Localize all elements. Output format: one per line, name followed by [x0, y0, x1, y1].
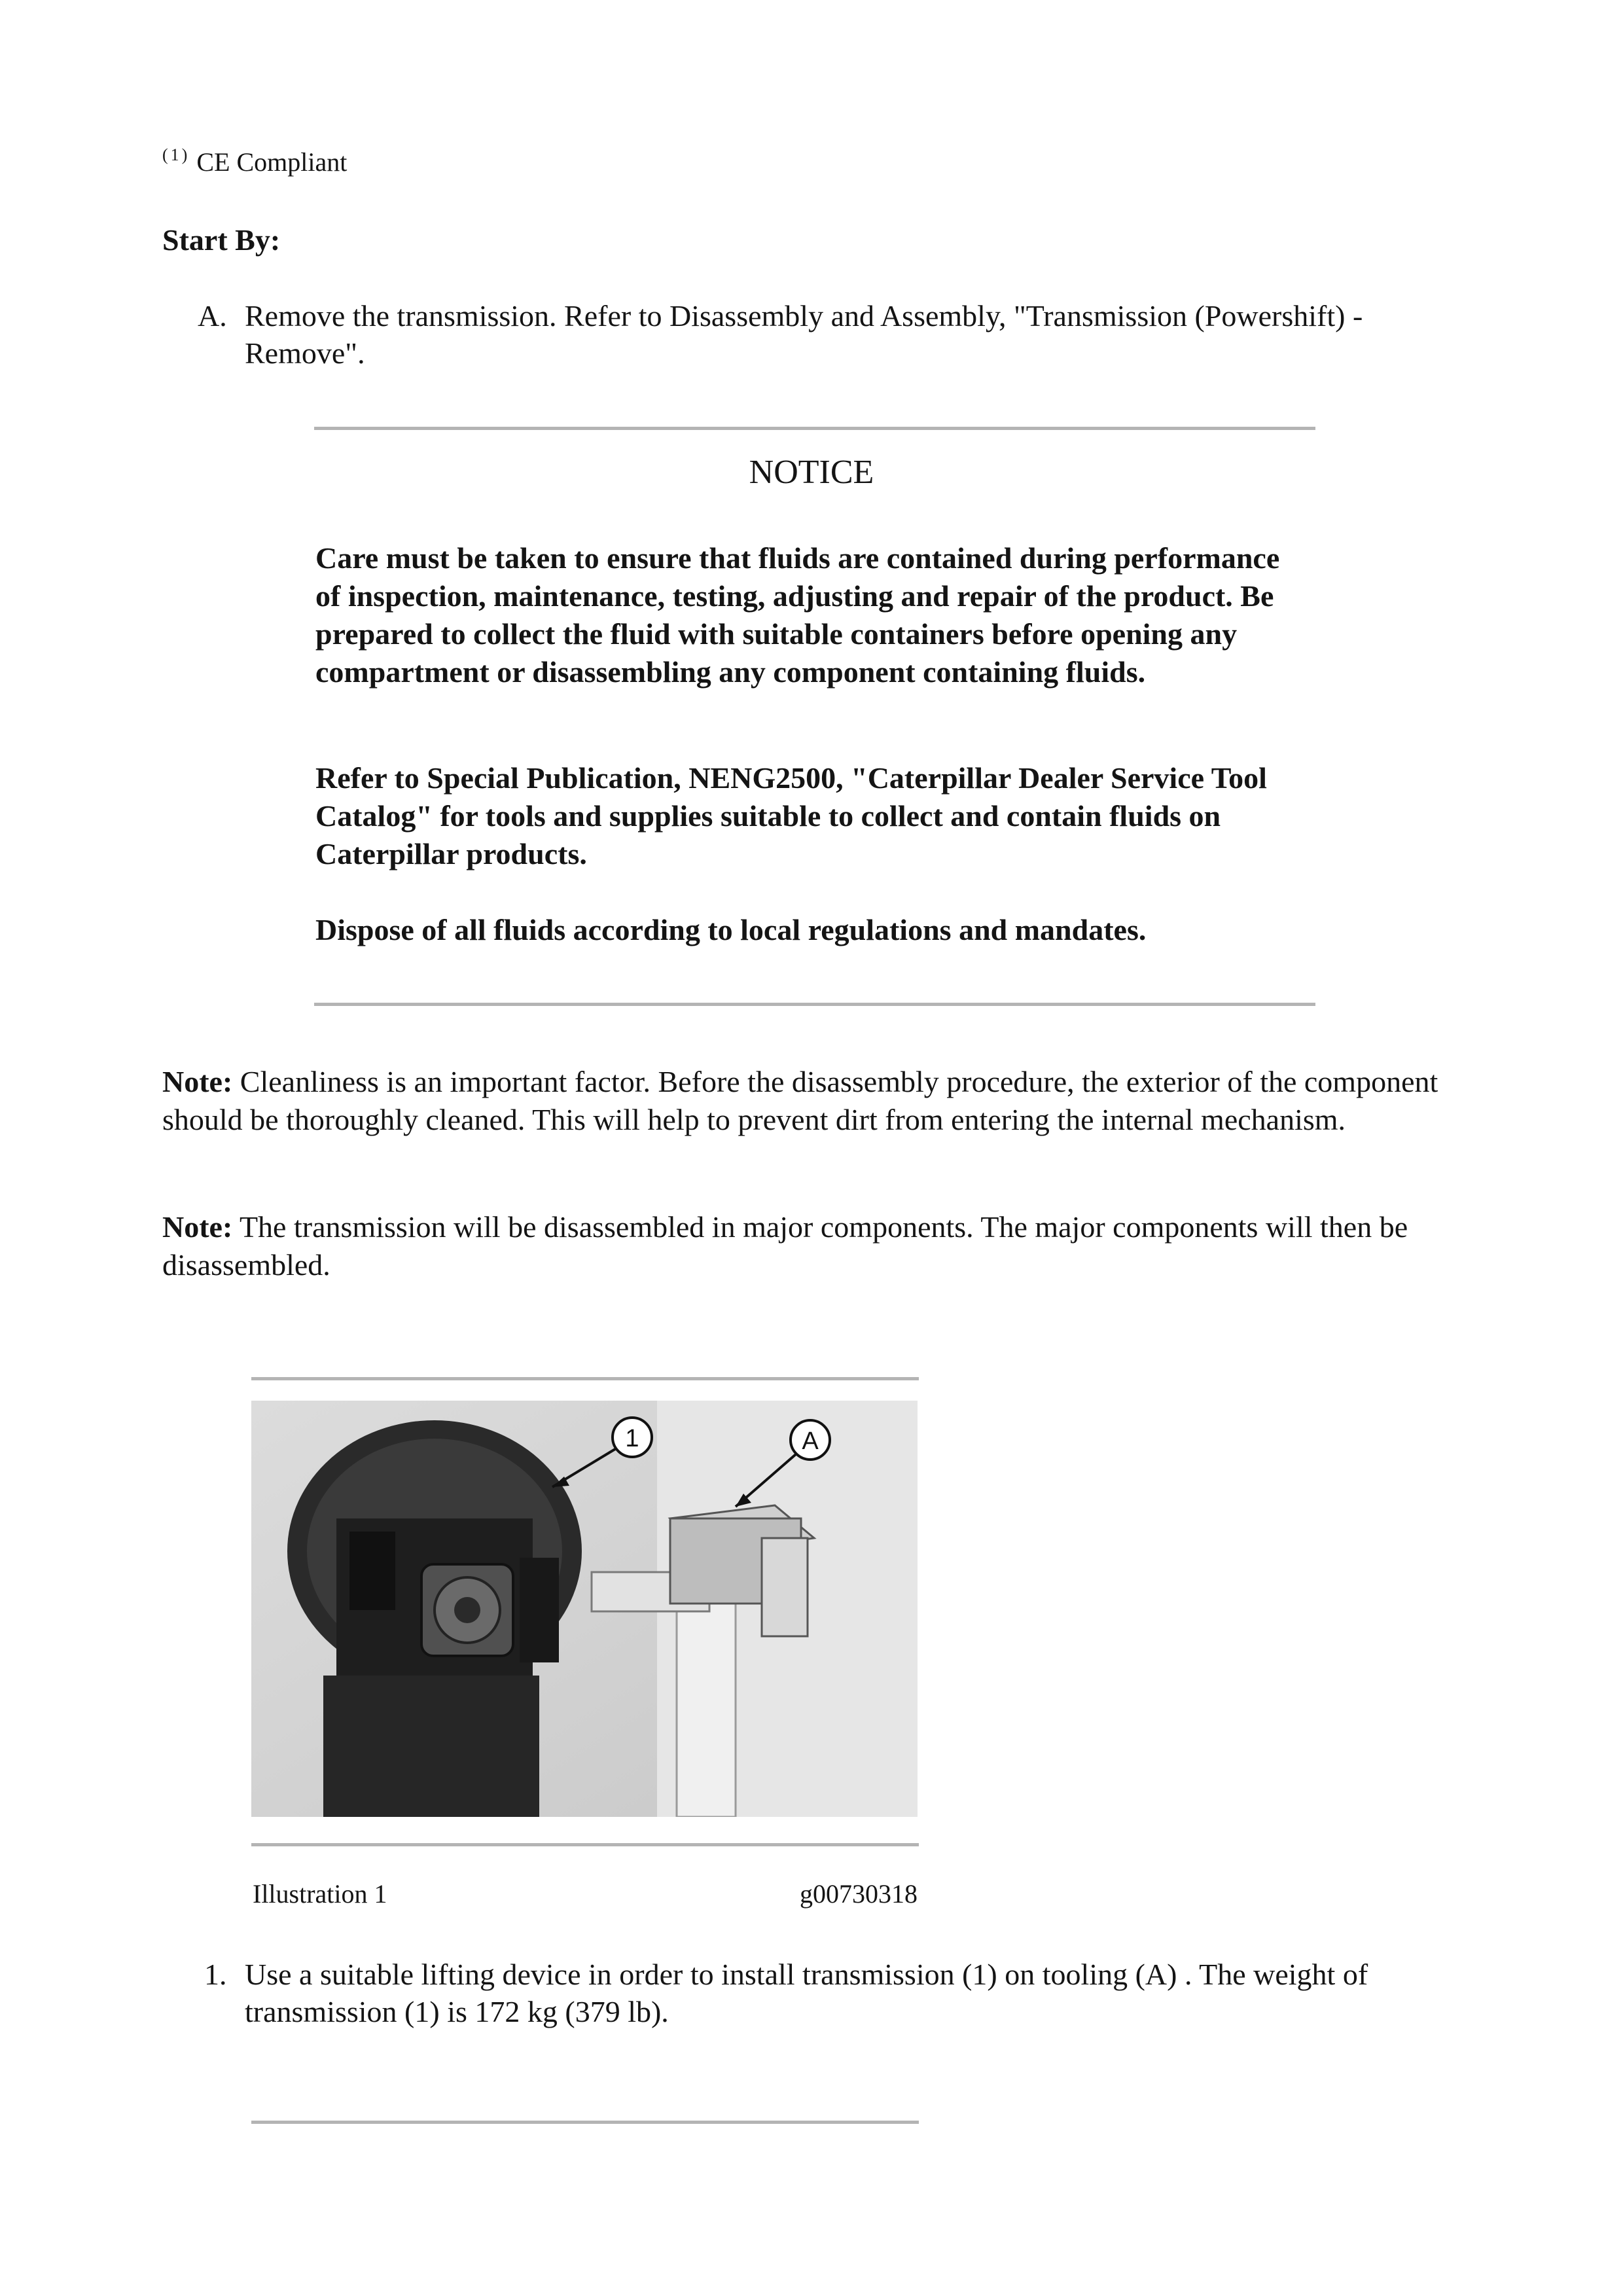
step-number: 1. — [204, 1958, 227, 1991]
callout-a-label: A — [802, 1427, 819, 1455]
notice-paragraph: Dispose of all fluids according to local regulations and mandates. — [315, 913, 1147, 946]
illustration-id: g00730318 — [800, 1879, 918, 1909]
notice-paragraph: Care must be taken to ensure that fluids are contained during performance of inspection, maintenance, testing, adjusting and repair of the product. Be prepared to collect the fluid with suitable containers before opening any compartment or disassembling any component containing fluids. — [315, 541, 1280, 689]
callout-1-label: 1 — [625, 1425, 639, 1452]
illustration-top-rule — [251, 1377, 919, 1380]
note-label: Note: — [162, 1065, 233, 1098]
illustration-photo — [251, 1401, 918, 1817]
footnote-marker: (1) — [162, 145, 190, 164]
step-text: Use a suitable lifting device in order to install transmission (1) on tooling (A) . The weight of transmission (1) is 172 kg (379 lb). — [245, 1958, 1368, 2028]
start-by-heading: Start By: — [162, 223, 281, 257]
start-by-item-text: Remove the transmission. Refer to Disassembly and Assembly, "Transmission (Powershift) - Remove". — [245, 299, 1363, 370]
notice-paragraph: Refer to Special Publication, NENG2500, "Caterpillar Dealer Service Tool Catalog" for tools and supplies suitable to collect and contain fluids on Caterpillar products. — [315, 761, 1267, 870]
start-by-item-marker: A. — [198, 299, 227, 332]
notice-bottom-rule — [314, 1003, 1315, 1006]
illustration-caption: Illustration 1 — [253, 1879, 387, 1909]
footnote — [162, 145, 347, 177]
procedure-step — [162, 1956, 1471, 2034]
notice-title: NOTICE — [749, 454, 874, 491]
notice-top-rule — [314, 427, 1315, 430]
next-illustration-rule — [251, 2121, 919, 2124]
note-components — [162, 1208, 1471, 1284]
note-text: The transmission will be disassembled in major components. The major components will then be disassembled. — [162, 1210, 1408, 1282]
note-label: Note: — [162, 1210, 233, 1244]
note-text: Cleanliness is an important factor. Before the disassembly procedure, the exterior of the component should be thoroughly cleaned. This will help to prevent dirt from entering the internal mechanism. — [162, 1065, 1438, 1136]
note-cleanliness — [162, 1063, 1471, 1139]
start-by-item — [162, 297, 1471, 376]
illustration-bottom-rule — [251, 1843, 919, 1846]
footnote-text: CE Compliant — [196, 147, 348, 177]
